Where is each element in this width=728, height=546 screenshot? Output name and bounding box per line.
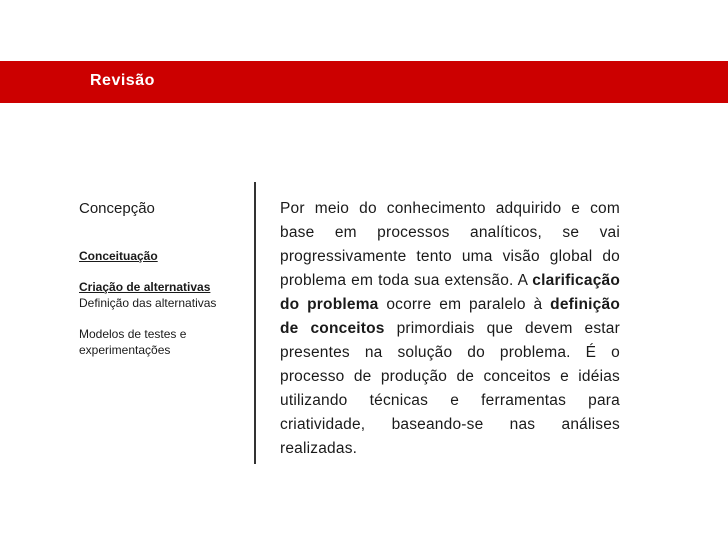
sidebar-item-criacao-alternativas[interactable]: Criação de alternativas [79, 280, 211, 294]
body-paragraph [280, 197, 620, 461]
header-bar [0, 61, 728, 103]
body-bold-definicao: definição de conceitos [280, 296, 620, 337]
sidebar-heading: Concepção [79, 200, 155, 217]
page-title: Revisão [90, 72, 155, 89]
body-text-part2: ocorre em paralelo à [378, 296, 551, 313]
spacer [79, 264, 249, 279]
sidebar-item-definicao-alternativas: Definição das alternativas [79, 296, 217, 310]
body-text-part3: primordiais que devem estar presentes na solução do problema. É o processo de produção de conceitos e idéias utilizando técnicas e ferramentas para criatividade, baseando-se nas análises realizadas. [280, 320, 620, 457]
sidebar-item-modelos-testes: Modelos de testes e experimentações [79, 327, 187, 357]
vertical-divider [254, 182, 256, 464]
body-text-part1: Por meio do conhecimento adquirido e com base em processos analíticos, se vai progressivamente tento uma visão global do problema em toda sua extensão. A [280, 200, 620, 289]
body-bold-clarificacao: clarificação do problema [280, 272, 620, 313]
sidebar-item-conceituacao[interactable]: Conceituação [79, 249, 158, 263]
sidebar [79, 200, 249, 358]
spacer [79, 311, 249, 326]
